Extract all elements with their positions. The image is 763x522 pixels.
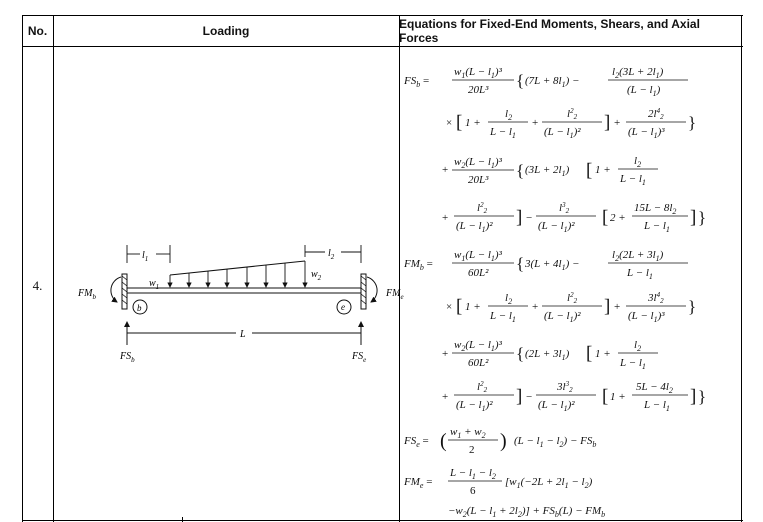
svg-text:w1(L − l1)³: $w_1(L - l_1)^3$ xyxy=(454,249,502,263)
equation-fm-e xyxy=(403,467,605,519)
svg-text:3l42: $3l^4_2$ xyxy=(648,291,664,305)
svg-text:1 +: 1 + xyxy=(595,348,611,360)
row-number: 4. xyxy=(32,278,43,293)
svg-text:(L − l1)³: $(L - l_1)^3$ xyxy=(628,310,665,324)
svg-text:−w2(L − l1 + 2l2)] + FSb(L) −: $-w_2(L - l_1 + 2l_2)] + FS_b(L) - FM_b$ xyxy=(448,505,606,519)
equation-fm-b xyxy=(403,249,706,413)
svg-text:w1 + w2: $w_1 + w_2$ xyxy=(450,426,486,440)
svg-text:1 +: 1 + xyxy=(465,301,481,313)
svg-text:L − l1: $L - l_1$ xyxy=(644,399,670,413)
svg-text:20L³: 20L³ xyxy=(468,174,489,186)
table-left-border xyxy=(22,15,23,522)
next-row-tick xyxy=(182,517,183,522)
svg-text:L − l1: $L - l_1$ xyxy=(644,220,670,234)
svg-text:[: [ xyxy=(586,160,593,181)
svg-text:L − l1: $L - l_1$ xyxy=(627,267,653,281)
svg-text:(L − l1 − l2) − FSb: $(L - l_1 - l_2) - FS_b$ xyxy=(514,435,597,449)
w2-label: $w_2$ xyxy=(311,269,322,282)
row-bottom-border xyxy=(22,520,743,521)
svg-text:+: + xyxy=(532,301,539,313)
svg-text:+: + xyxy=(614,117,621,129)
svg-text:L − l1: $L - l_1$ xyxy=(620,173,646,187)
l2-label: $l_2$ xyxy=(328,248,335,261)
svg-text:[w1(−2L + 2l1 − l2): [$w_1(-2L + 2l_1 - l_2)$ xyxy=(505,476,593,490)
equation-text xyxy=(22,15,23,16)
svg-text:l22: $l^2_2$ xyxy=(567,107,578,121)
svg-text:1 +: 1 + xyxy=(465,117,481,129)
svg-text:l22: $l^2_2$ xyxy=(567,291,578,305)
svg-text:×: × xyxy=(446,117,453,129)
svg-text:L − l1: $L - l_1$ xyxy=(620,357,646,371)
svg-text:]: ] xyxy=(604,112,611,133)
svg-text:6: 6 xyxy=(470,485,476,497)
svg-text:+: + xyxy=(532,117,539,129)
left-fixed-support xyxy=(122,274,127,309)
svg-text:(: ( xyxy=(440,430,447,452)
svg-text:(L − l1)²: $(L - l_1)^2$ xyxy=(544,310,581,324)
svg-text:60L²: 60L² xyxy=(468,267,489,279)
equation-fs-b xyxy=(403,66,706,234)
svg-text:l32: $l^3_2$ xyxy=(559,201,570,215)
svg-text:}: } xyxy=(688,113,697,132)
fm-b-moment-arrow xyxy=(111,277,121,302)
svg-text:2 +: 2 + xyxy=(610,212,626,224)
equations-block xyxy=(402,48,740,520)
svg-text:(L − l1): $(L - l_1)$ xyxy=(627,84,661,98)
svg-text:20L³: 20L³ xyxy=(468,84,489,96)
svg-text:(L − l1)²: $(L - l_1)^2$ xyxy=(456,220,493,234)
right-fixed-support xyxy=(361,274,366,309)
svg-text:FMe =: $FM_e$ = xyxy=(404,476,433,490)
svg-text:(L − l1)³: $(L - l_1)^3$ xyxy=(628,126,665,140)
svg-text:(2L + 3l1): $(2L + 3l_1)$ xyxy=(525,348,570,362)
node-b-label: b xyxy=(137,303,142,313)
svg-text:+: + xyxy=(614,301,621,313)
svg-text:−: − xyxy=(526,212,533,224)
svg-text:]: ] xyxy=(516,207,523,228)
svg-text:(L − l1)²: $(L - l_1)^2$ xyxy=(544,126,581,140)
svg-text:[: [ xyxy=(456,112,463,133)
svg-text:(7L + 8l1) −: $(7L + 8l_1)$ − xyxy=(525,75,580,89)
fixed-end-table xyxy=(22,15,743,522)
svg-text:]: ] xyxy=(690,386,697,407)
svg-text:+: + xyxy=(442,164,449,176)
svg-text:]: ] xyxy=(516,386,523,407)
node-e-label: e xyxy=(341,302,345,312)
svg-text:[: [ xyxy=(586,343,593,364)
fm-e-label: $FM_e$ xyxy=(386,288,404,301)
span-label: L xyxy=(240,329,246,340)
svg-text:[: [ xyxy=(602,207,609,228)
distributed-load xyxy=(170,261,305,287)
fs-b-label: $FS_b$ xyxy=(120,351,135,364)
equation-fs-e xyxy=(403,426,596,456)
svg-text:]: ] xyxy=(690,207,697,228)
svg-text:w1(L − l1)³: $w_1(L - l_1)^3$ xyxy=(454,66,502,80)
svg-text:+: + xyxy=(442,212,449,224)
svg-text:{: { xyxy=(516,71,525,90)
header-equations: Equations for Fixed-End Moments, Shears, and Axial Forces xyxy=(399,16,700,45)
svg-text:l2: $l_2$ xyxy=(505,108,513,122)
svg-text:2l42: $2l^4_2$ xyxy=(648,107,664,121)
beam xyxy=(127,288,361,293)
svg-text:(L − l1)²: $(L - l_1)^2$ xyxy=(538,220,575,234)
svg-text:3(L + 4l1) −: $3(L + 4l_1)$ − xyxy=(525,258,580,272)
l1-dimension xyxy=(127,245,170,263)
svg-text:3l32: $3l^3_2$ xyxy=(557,380,573,394)
svg-text:FSb =: $FS_b$ = xyxy=(404,75,430,89)
svg-text:2: 2 xyxy=(469,444,475,456)
svg-text:}: } xyxy=(688,297,697,316)
svg-text:l2: $l_2$ xyxy=(634,339,642,353)
svg-text:}: } xyxy=(698,387,707,406)
svg-text:{: { xyxy=(516,161,525,180)
svg-text:15L − 8l2: $15L - 8l_2$ xyxy=(634,202,677,216)
svg-text:l2: $l_2$ xyxy=(634,155,642,169)
svg-text:]: ] xyxy=(604,296,611,317)
svg-text:60L²: 60L² xyxy=(468,357,489,369)
fs-e-label: $FS_e$ xyxy=(352,351,367,364)
svg-text:(L − l1)²: $(L - l_1)^2$ xyxy=(456,399,493,413)
svg-text:L − l1: $L - l_1$ xyxy=(490,126,516,140)
svg-text:l2(2L + 3l1): $l_2(2L + 3l_1)$ xyxy=(612,249,664,263)
svg-text:l22: $l^2_2$ xyxy=(477,201,488,215)
svg-text:+: + xyxy=(442,348,449,360)
svg-text:l2: $l_2$ xyxy=(505,292,513,306)
fm-e-moment-arrow xyxy=(367,277,377,302)
header-no: No. xyxy=(27,23,48,38)
svg-text:w2(L − l1)³: $w_2(L - l_1)^3$ xyxy=(454,156,502,170)
svg-text:{: { xyxy=(516,344,525,363)
svg-text:×: × xyxy=(446,301,453,313)
column-divider-2 xyxy=(399,15,400,522)
svg-text:(3L + 2l1): $(3L + 2l_1)$ xyxy=(525,164,570,178)
w1-label: $w_1$ xyxy=(149,278,160,291)
svg-text:[: [ xyxy=(602,386,609,407)
svg-text:): ) xyxy=(500,430,507,452)
svg-text:[: [ xyxy=(456,296,463,317)
svg-text:l2(3L + 2l1): $l_2(3L + 2l_1)$ xyxy=(612,66,664,80)
svg-text:+: + xyxy=(442,391,449,403)
svg-text:w2(L − l1)³: $w_2(L - l_1)^3$ xyxy=(454,339,502,353)
loading-diagram xyxy=(54,47,404,520)
l1-label: $l_1$ xyxy=(142,250,149,263)
svg-text:FSe =: $FS_e$ = xyxy=(404,435,429,449)
svg-text:−: − xyxy=(526,391,533,403)
svg-text:1 +: 1 + xyxy=(610,391,626,403)
svg-text:FMb =: $FM_b$ = xyxy=(404,258,433,272)
svg-text:{: { xyxy=(516,254,525,273)
svg-text:L − l1 − l2: $L - l_1 - l_2$ xyxy=(450,467,496,481)
svg-text:L − l1: $L - l_1$ xyxy=(490,310,516,324)
svg-text:1 +: 1 + xyxy=(595,164,611,176)
header-loading: Loading xyxy=(202,23,250,38)
fm-b-label: $FM_b$ xyxy=(78,288,96,301)
table-right-border xyxy=(741,15,742,522)
svg-text:(L − l1)²: $(L - l_1)^2$ xyxy=(538,399,575,413)
svg-text:}: } xyxy=(698,208,707,227)
svg-text:5L − 4l2: $5L - 4l_2$ xyxy=(636,381,673,395)
svg-text:l22: $l^2_2$ xyxy=(477,380,488,394)
